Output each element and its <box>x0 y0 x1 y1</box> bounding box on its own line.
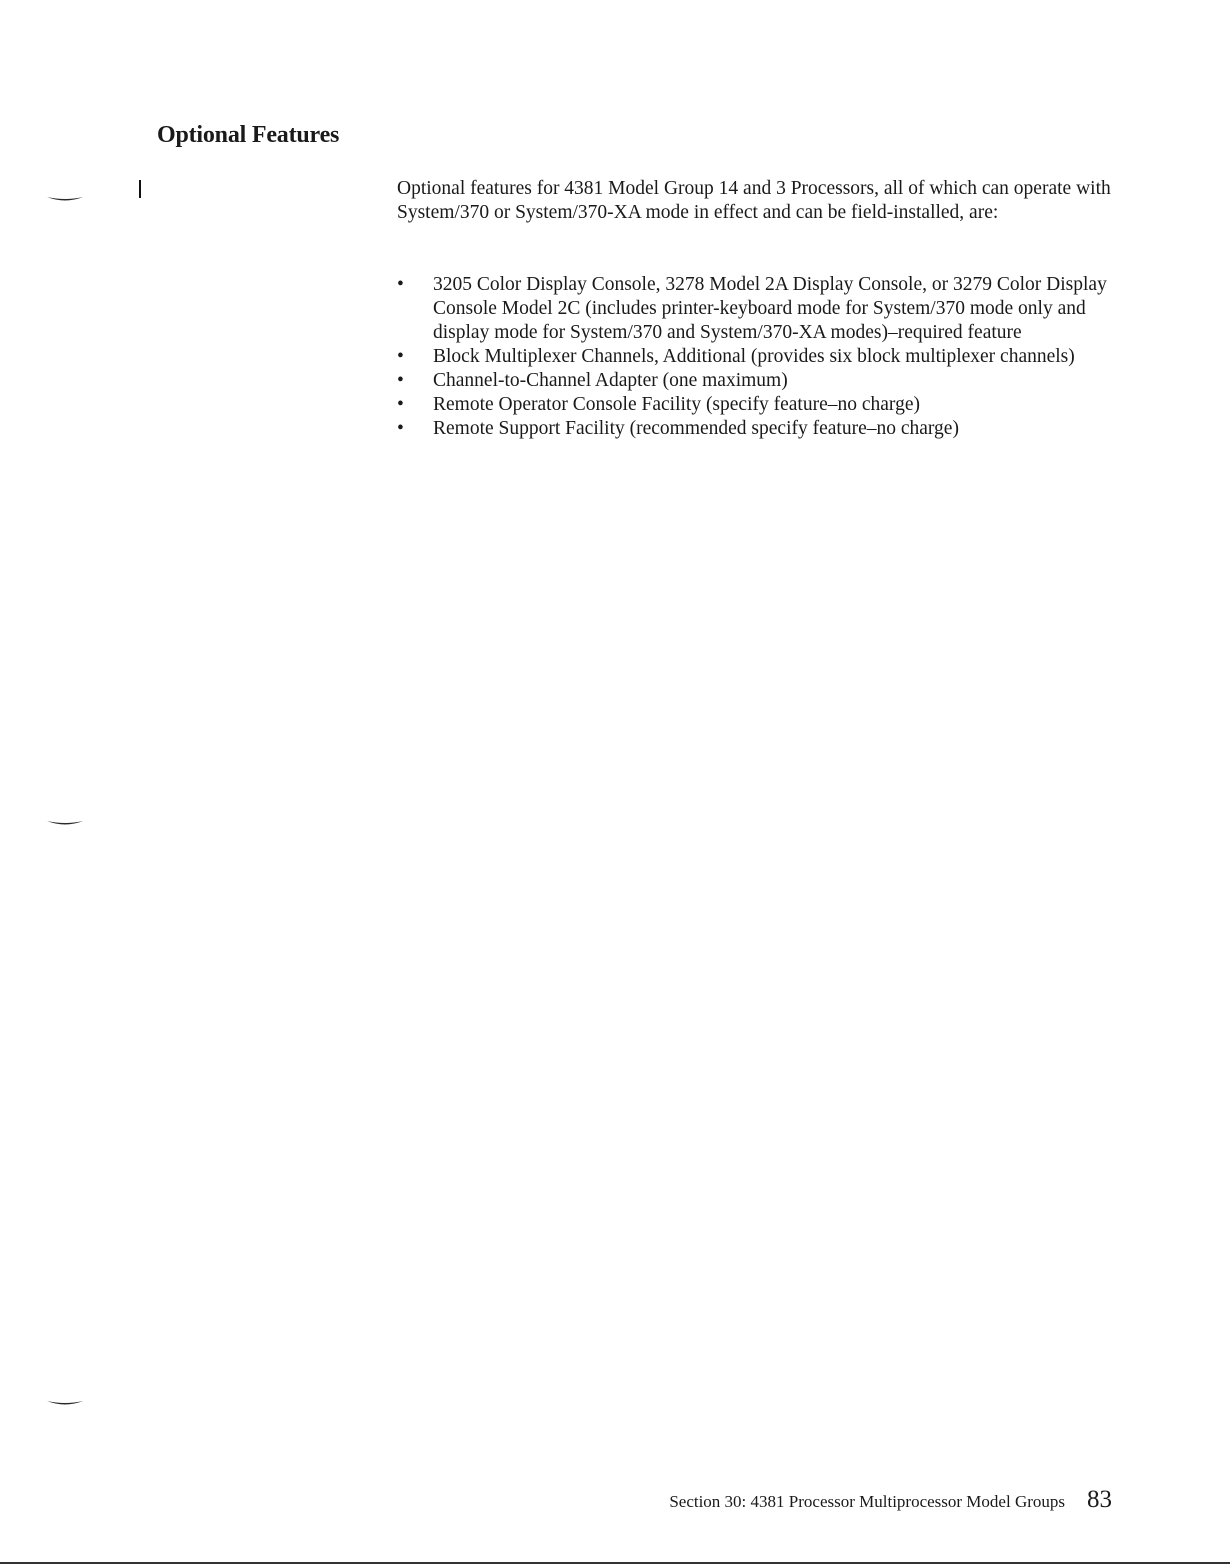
binder-hole-mark-icon <box>47 820 83 828</box>
bullet-icon: • <box>397 346 404 367</box>
list-item-text: Remote Support Facility (recommended specify feature–no charge) <box>433 418 959 439</box>
list-item-text: Channel-to-Channel Adapter (one maximum) <box>433 370 788 391</box>
binder-hole-mark-icon <box>47 1400 83 1408</box>
list-item-text: Remote Operator Console Facility (specify feature–no charge) <box>433 394 920 415</box>
bottom-rule <box>0 1562 1230 1564</box>
binder-hole-mark-icon <box>47 196 83 204</box>
bullet-icon: • <box>397 370 404 391</box>
footer-section-title: Section 30: 4381 Processor Multiprocessor Model Groups <box>669 1492 1065 1511</box>
section-heading: Optional Features <box>157 122 340 148</box>
list-item <box>397 345 1117 369</box>
bullet-icon: • <box>397 274 404 295</box>
feature-list <box>397 273 1117 441</box>
list-item <box>397 393 1117 417</box>
revision-bar <box>139 180 141 198</box>
bullet-icon: • <box>397 394 404 415</box>
list-item-text: Block Multiplexer Channels, Additional (provides six block multiplexer channels) <box>433 346 1075 367</box>
bullet-icon: • <box>397 418 404 439</box>
list-item-text: 3205 Color Display Console, 3278 Model 2A Display Console, or 3279 Color Display Console Model 2C (includes printer-keyboard mode for System/370 mode only and display mode for System/370 and System/370-XA modes)–required feature <box>433 274 1107 343</box>
page-footer <box>669 1486 1112 1514</box>
intro-paragraph: Optional features for 4381 Model Group 14 and 3 Processors, all of which can operate with System/370 or System/370-XA mode in effect and can be field-installed, are: <box>397 178 1111 223</box>
list-item <box>397 417 1117 441</box>
list-item <box>397 369 1117 393</box>
list-item <box>397 273 1117 345</box>
page-number: 83 <box>1087 1486 1112 1513</box>
